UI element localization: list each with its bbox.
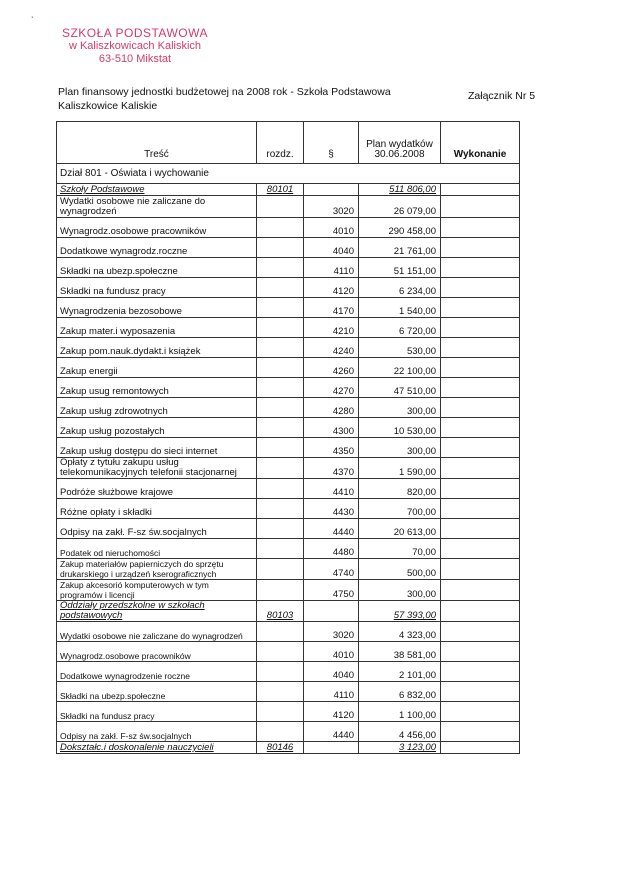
cell-plan: 10 530,00: [359, 418, 441, 438]
cell-wykonanie: [441, 642, 520, 662]
cell-rozdz: [257, 539, 304, 559]
cell-plan: 1 590,00: [359, 458, 441, 479]
subtotal-row: [57, 742, 520, 754]
stamp-line-1: SZKOŁA PODSTAWOWA: [61, 26, 209, 40]
cell-paragraph: 4210: [304, 318, 359, 338]
stamp-line-2: w Kaliszkowicach Kaliskich: [68, 40, 202, 52]
cell-rozdz: [257, 358, 304, 378]
cell-paragraph: 4740: [304, 559, 359, 580]
cell-wykonanie: [441, 438, 520, 458]
cell-wykonanie: [441, 338, 520, 358]
cell-paragraph: 4260: [304, 358, 359, 378]
cell-rozdz: [257, 438, 304, 458]
cell-paragraph: 4040: [304, 662, 359, 682]
cell-plan: 51 151,00: [359, 258, 441, 278]
cell-plan: 820,00: [359, 479, 441, 499]
cell-wykonanie: [441, 519, 520, 539]
cell-plan: 20 613,00: [359, 519, 441, 539]
cell-rozdz: [257, 278, 304, 298]
cell-wykonanie: [441, 298, 520, 318]
cell-rozdz: [257, 559, 304, 580]
cell-tresc: Wydatki osobowe nie zaliczane do wynagrodzeń: [57, 622, 257, 642]
cell-rozdz: [257, 458, 304, 479]
cell-plan: 6 832,00: [359, 682, 441, 702]
title-line-2: Kaliszkowice Kaliskie: [58, 100, 158, 112]
cell-plan: 21 761,00: [359, 238, 441, 258]
cell-wykonanie: [441, 622, 520, 642]
cell-plan: 300,00: [359, 580, 441, 601]
table-row: [57, 298, 520, 318]
cell-tresc: Składki na ubezp.społeczne: [57, 682, 257, 702]
cell-paragraph: 4440: [304, 519, 359, 539]
cell-plan: 290 458,00: [359, 218, 441, 238]
cell-tresc: Dodatkowe wynagrodz.roczne: [57, 238, 257, 258]
cell-tresc: Zakup mater.i wyposazenia: [57, 318, 257, 338]
cell-rozdz: [257, 642, 304, 662]
cell-rozdz: [257, 398, 304, 418]
cell-paragraph: 4120: [304, 278, 359, 298]
cell-rozdz: [257, 662, 304, 682]
cell-tresc: Dodatkowe wynagrodzenie roczne: [57, 662, 257, 682]
table-row: [57, 682, 520, 702]
attachment-label: Załącznik Nr 5: [468, 90, 536, 102]
cell-plan: 2 101,00: [359, 662, 441, 682]
cell-wykonanie: [441, 398, 520, 418]
cell-paragraph: 3020: [304, 196, 359, 218]
cell-wykonanie: [441, 458, 520, 479]
table-row: [57, 418, 520, 438]
cell-plan: 1 540,00: [359, 298, 441, 318]
table-row: [57, 559, 520, 580]
table-row: [57, 580, 520, 601]
cell-rozdz: [257, 218, 304, 238]
cell-plan: 500,00: [359, 559, 441, 580]
table-row: [57, 722, 520, 742]
cell-paragraph: 4110: [304, 682, 359, 702]
cell-wykonanie: [441, 539, 520, 559]
document-title: [58, 85, 458, 113]
cell-paragraph: [304, 601, 359, 622]
table-row: [57, 258, 520, 278]
col-header-wykonanie: Wykonanie: [441, 122, 520, 164]
plan-header-line-2: 30.06.2008: [374, 149, 425, 160]
cell-rozdz: [257, 318, 304, 338]
cell-wykonanie: [441, 580, 520, 601]
cell-paragraph: 4170: [304, 298, 359, 318]
cell-tresc: Dokształc.i doskonalenie nauczycieli: [57, 742, 257, 754]
col-header-plan: [359, 122, 441, 164]
cell-rozdz: [257, 519, 304, 539]
cell-rozdz: [257, 479, 304, 499]
cell-wykonanie: [441, 559, 520, 580]
cell-plan: 530,00: [359, 338, 441, 358]
cell-wykonanie: [441, 722, 520, 742]
table-row: [57, 622, 520, 642]
cell-rozdz: 80101: [257, 184, 304, 196]
table-row: [57, 338, 520, 358]
cell-paragraph: 4120: [304, 702, 359, 722]
table-row: [57, 479, 520, 499]
table-row: [57, 358, 520, 378]
cell-tresc: Podróże służbowe krajowe: [57, 479, 257, 499]
table-header-row: [57, 122, 520, 164]
cell-tresc: Wynagrodz.osobowe pracowników: [57, 642, 257, 662]
plan-header-line-1: Plan wydatków: [366, 139, 433, 150]
cell-plan: 3 123,00: [359, 742, 441, 754]
cell-tresc: Zakup usług dostępu do sieci internet: [57, 438, 257, 458]
cell-plan: 511 806,00: [359, 184, 441, 196]
subtotal-row: [57, 184, 520, 196]
cell-wykonanie: [441, 662, 520, 682]
cell-wykonanie: [441, 184, 520, 196]
cell-wykonanie: [441, 499, 520, 519]
cell-rozdz: [257, 196, 304, 218]
cell-paragraph: 4440: [304, 722, 359, 742]
cell-paragraph: [304, 742, 359, 754]
cell-paragraph: 3020: [304, 622, 359, 642]
cell-tresc: Wynagrodzenia bezosobowe: [57, 298, 257, 318]
table-row: [57, 278, 520, 298]
cell-plan: 57 393,00: [359, 601, 441, 622]
table-row: [57, 458, 520, 479]
cell-paragraph: 4240: [304, 338, 359, 358]
cell-paragraph: 4010: [304, 218, 359, 238]
cell-plan: 700,00: [359, 499, 441, 519]
table-row: [57, 438, 520, 458]
cell-tresc: Odpisy na zakł. F-sz św.socjalnych: [57, 722, 257, 742]
budget-table: [56, 121, 520, 754]
cell-paragraph: 4350: [304, 438, 359, 458]
cell-paragraph: 4430: [304, 499, 359, 519]
cell-tresc: Opłaty z tytułu zakupu usług telekomunikacyjnych telefonii stacjonarnej: [57, 458, 257, 479]
table-row: [57, 398, 520, 418]
cell-rozdz: [257, 378, 304, 398]
cell-plan: 4 456,00: [359, 722, 441, 742]
col-header-rozdz: rozdz.: [257, 122, 304, 164]
cell-tresc: Odpisy na zakł. F-sz św.socjalnych: [57, 519, 257, 539]
table-row: [57, 519, 520, 539]
cell-plan: 26 079,00: [359, 196, 441, 218]
cell-tresc: Składki na fundusz pracy: [57, 702, 257, 722]
table-row: [57, 539, 520, 559]
cell-plan: 47 510,00: [359, 378, 441, 398]
cell-paragraph: 4750: [304, 580, 359, 601]
cell-plan: 22 100,00: [359, 358, 441, 378]
cell-tresc: Różne opłaty i składki: [57, 499, 257, 519]
cell-rozdz: [257, 499, 304, 519]
cell-tresc: Wynagrodz.osobowe pracowników: [57, 218, 257, 238]
cell-tresc: Zakup materiałów papierniczych do sprzętu drukarskiego i urządzeń kserograficznych: [57, 559, 257, 580]
cell-wykonanie: [441, 196, 520, 218]
cell-wykonanie: [441, 258, 520, 278]
scan-mark: ·: [30, 8, 35, 24]
stamp-line-3: 63-510 Mikstat: [98, 53, 172, 65]
cell-rozdz: [257, 682, 304, 702]
cell-wykonanie: [441, 601, 520, 622]
cell-plan: 38 581,00: [359, 642, 441, 662]
col-header-paragraph: §: [304, 122, 359, 164]
cell-paragraph: 4410: [304, 479, 359, 499]
cell-tresc: Zakup pom.nauk.dydakt.i książek: [57, 338, 257, 358]
cell-tresc: Oddziały przedszkolne w szkołach podstawowych: [57, 601, 257, 622]
cell-wykonanie: [441, 378, 520, 398]
cell-wykonanie: [441, 318, 520, 338]
cell-paragraph: 4040: [304, 238, 359, 258]
cell-plan: 1 100,00: [359, 702, 441, 722]
cell-rozdz: [257, 298, 304, 318]
cell-wykonanie: [441, 238, 520, 258]
table-row: [57, 378, 520, 398]
cell-tresc: Podatek od nieruchomości: [57, 539, 257, 559]
cell-plan: 6 720,00: [359, 318, 441, 338]
cell-rozdz: [257, 702, 304, 722]
cell-tresc: Wydatki osobowe nie zaliczane do wynagrodzeń: [57, 196, 257, 218]
cell-wykonanie: [441, 479, 520, 499]
col-header-tresc: Treść: [57, 122, 257, 164]
cell-rozdz: [257, 258, 304, 278]
cell-plan: 4 323,00: [359, 622, 441, 642]
cell-tresc: Zakup usług pozostałych: [57, 418, 257, 438]
cell-tresc: Składki na ubezp.społeczne: [57, 258, 257, 278]
table-row: [57, 499, 520, 519]
cell-rozdz: [257, 418, 304, 438]
cell-plan: 70,00: [359, 539, 441, 559]
cell-rozdz: 80146: [257, 742, 304, 754]
cell-paragraph: 4010: [304, 642, 359, 662]
cell-paragraph: 4480: [304, 539, 359, 559]
subtotal-row: [57, 601, 520, 622]
cell-wykonanie: [441, 218, 520, 238]
cell-plan: 300,00: [359, 398, 441, 418]
school-stamp: [40, 27, 230, 66]
cell-tresc: Zakup energii: [57, 358, 257, 378]
cell-tresc: Składki na fundusz pracy: [57, 278, 257, 298]
cell-wykonanie: [441, 702, 520, 722]
table-row: [57, 318, 520, 338]
cell-plan: 300,00: [359, 438, 441, 458]
section-row: [57, 164, 520, 184]
cell-rozdz: [257, 580, 304, 601]
section-label: Dział 801 - Oświata i wychowanie: [57, 164, 520, 184]
cell-paragraph: 4300: [304, 418, 359, 438]
cell-tresc: Zakup usług zdrowotnych: [57, 398, 257, 418]
cell-rozdz: [257, 238, 304, 258]
cell-wykonanie: [441, 682, 520, 702]
cell-tresc: Zakup usug remontowych: [57, 378, 257, 398]
cell-paragraph: 4370: [304, 458, 359, 479]
cell-plan: 6 234,00: [359, 278, 441, 298]
cell-paragraph: [304, 184, 359, 196]
table-row: [57, 238, 520, 258]
cell-wykonanie: [441, 742, 520, 754]
cell-rozdz: 80103: [257, 601, 304, 622]
cell-tresc: Szkoły Podstawowe: [57, 184, 257, 196]
cell-tresc: Zakup akcesorió komputerowych w tym programów i licencji: [57, 580, 257, 601]
cell-paragraph: 4110: [304, 258, 359, 278]
cell-rozdz: [257, 338, 304, 358]
cell-wykonanie: [441, 358, 520, 378]
table-row: [57, 662, 520, 682]
cell-paragraph: 4280: [304, 398, 359, 418]
table-row: [57, 196, 520, 218]
cell-wykonanie: [441, 418, 520, 438]
table-row: [57, 218, 520, 238]
table-row: [57, 702, 520, 722]
cell-wykonanie: [441, 278, 520, 298]
cell-rozdz: [257, 722, 304, 742]
cell-rozdz: [257, 622, 304, 642]
cell-paragraph: 4270: [304, 378, 359, 398]
title-line-1: Plan finansowy jednostki budżetowej na 2008 rok - Szkoła Podstawowa: [58, 86, 391, 98]
table-row: [57, 642, 520, 662]
